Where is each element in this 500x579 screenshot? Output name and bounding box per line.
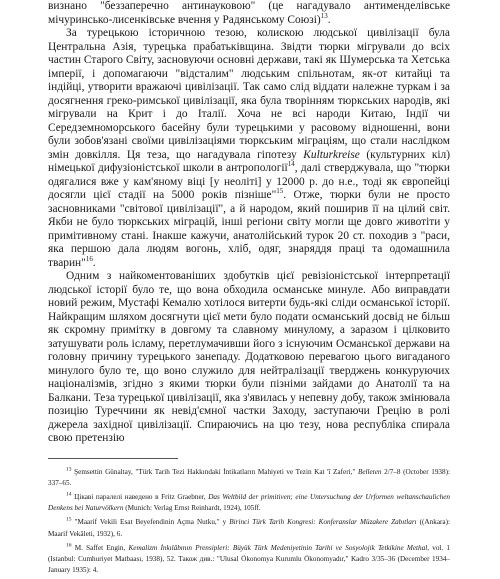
paragraph-text: За турецькою історичною тезою, колискою людської цивілізації була Центральна Азія, турецька прабатьківщина. Звідти тюрки мігрували до всіх частин Старого Світу, засновуючи основні держави, такі як Шумерська та Хетська імперії, і допомагаючи "відсталим" людським спільнотам, як-от китайці та індійці, утворити вражаючі цивілізації. Так само слід віддати належне туркам і за досягнення греко-римської цивілізації, яка була творінням тюркських народів, які мігрували на Крит і до Італії. Хоча не всі народи Китаю, Індії чи Середземноморського басейну були турецькими у расовому відношенні, вони були зобов'язані своїми цивілізаціями тюркським міграціям, що стали наслідком змін довкілля. Ця теза, що нагадувала гіпотезу [48, 27, 450, 161]
footnote-text: Цікаві паралелі наведено в Fritz Graebner, [74, 492, 209, 501]
paragraph-text: (культурних кіл) німецької дифузіоністської школи в антропології [48, 148, 450, 174]
paragraph-text: визнано "беззаперечно антинауковою" (це нагадувало антименделівське мічуринсько-лисенківське вчення у Радянському Союзі) [48, 0, 450, 26]
footnote-title: Kemalizm İnkılâbının Prensipleri: Büyük Türk Medeniyetinin Tarihi ve Sosyolojik Tetkikine Methal [128, 543, 428, 552]
footnote-number: 16 [66, 542, 72, 549]
footnote [48, 543, 450, 577]
footnote-number: 13 [66, 466, 72, 473]
footnote-text: ((Ankara): Maarif Vekâleti, 1932), 6. [48, 518, 450, 538]
paragraph-text: , далі стверджувала, що "тюрки одягалися вже у кам'яному віці [у неоліті] у 12000 р. до н.е., тоді як європейці досягли цієї стадії на 5000 років пізніше" [48, 162, 450, 201]
footnote-title: Das Weltbild der primitiven; eine Untersuchung der Urformen weltanschaulichen Denkens bei Naturvölkern [48, 492, 451, 513]
footnote-text: (Munich: Verlag Ernst Reinhardt, 1924), 105ff. [123, 504, 261, 513]
paragraph [48, 270, 450, 446]
footnote-ref[interactable]: 13 [320, 11, 328, 20]
paragraph-text: . [92, 256, 96, 269]
footnote-separator [48, 458, 178, 459]
footnote-title: Birinci Türk Tarih Kongresi: Konferanslar Müzakere Zabıtları [229, 518, 417, 527]
paragraph-continued [48, 0, 450, 27]
body-text [48, 0, 450, 446]
page [48, 0, 450, 579]
paragraph-text: . Отже, тюрки були не просто засновниками "світової цивілізації", а й народом, який поширив її на цілий світ. Якби не було тюркських міграцій, інші регіони світу могли ще довго животіти у примітивному стані. Інакше кажучи, анатолійський турок 20 ст. походив з "раси, яка першою дала людям вогонь, хліб, одяг, знаряддя праці та одомашнила тварин" [48, 189, 450, 269]
footnote-ref[interactable]: 14 [287, 160, 295, 169]
footnote [48, 467, 450, 489]
paragraph [48, 27, 450, 270]
footnote-ref[interactable]: 16 [85, 254, 93, 263]
footnote [48, 517, 450, 539]
footnote-number: 15 [66, 516, 72, 523]
footnote-title: Belleten [357, 467, 382, 476]
footnotes [48, 467, 450, 577]
italic-term: Kulturkreise [303, 148, 360, 161]
footnote-number: 14 [66, 491, 72, 498]
footnote-text: , vol. 1 (Istanbul: Cumhuriyet Matbaası, 1938), 52. Також див.: "Ulusal Ökonomya Kurumlu Ökonomyadır," Kadro 3/35–36 (December 1934–January 1935): 4. [48, 543, 450, 575]
footnote-text: 2/7–8 (October 1938): 337–65. [48, 467, 451, 487]
footnote [48, 492, 450, 514]
footnote-text: Şemsettin Günaltay, "Türk Tarih Tezi Hakkındaki İntikatların Mahiyeti ve Tezin Kat 'î Zaferi," [74, 467, 358, 476]
footnote-text: M. Saffet Engin, [74, 543, 129, 552]
paragraph-text: Одним з найкоментованіших здобутків цієї ревізіоністської інтерпретації людської історії було те, що вона обходила османське минуле. Або виправдати новий режим, Мустафі Кемалю хотілося витерти будь-які сліди османської історії. Найкращим шляхом досягнути цієї мети було подати османський досвід не більш як скромну примітку в довгому та славному минулому, а заразом і цілковито затушувати роль ісламу, перетлумачивши його з існуючим Османської держави на головну причину турецького занепаду. Додатковою перевагою цього вигаданого минулого було те, що воно служило для нейтралізації тверджень конкуруючих націоналізмів, згідно з якими тюрки були пізніми зайдами до Анатолії та на Балкани. Теза турецької цивілізації, яка з'явилась у непевну добу, також змінювала позицію Туреччини як невід'ємної частки Заходу, заступаючи Грецію в ролі джерела західної цивілізації. Спираючись на цю тезу, нова республіка спирала свою претензію [48, 270, 450, 444]
paragraph-text: . [327, 13, 331, 26]
footnote-text: "Maarif Vekili Esat Beyefendinin Açma Nutku," у [74, 518, 230, 527]
footnote-ref[interactable]: 15 [276, 187, 284, 196]
